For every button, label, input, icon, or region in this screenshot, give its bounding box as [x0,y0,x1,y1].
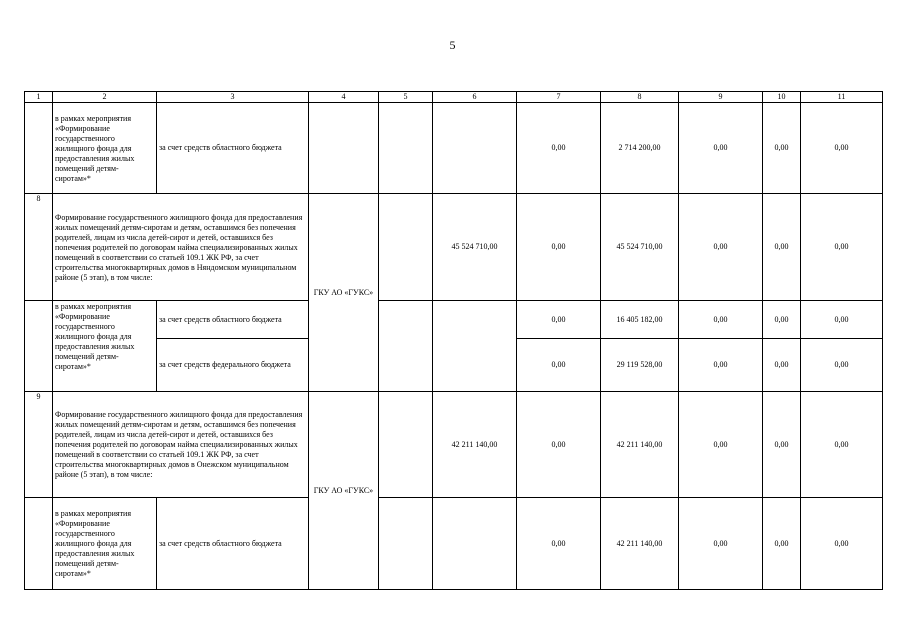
table-row [25,392,883,498]
value-cell: 0,00 [763,194,801,301]
row-number-cell [25,301,53,392]
value-cell: 42 211 140,00 [433,392,517,498]
value-cell: 0,00 [679,392,763,498]
value-cell: 0,00 [517,194,601,301]
value-cell: 45 524 710,00 [433,194,517,301]
value-cell: 0,00 [517,339,601,392]
funding-source: за счет средств областного бюджета [157,498,309,590]
row-number-cell [25,103,53,194]
value-cell: 0,00 [801,339,883,392]
table-row [25,498,883,590]
header-cell: 2 [53,92,157,103]
value-cell: 0,00 [763,301,801,339]
value-cell: 42 211 140,00 [601,392,679,498]
header-cell: 9 [679,92,763,103]
value-cell: 0,00 [801,498,883,590]
value-cell: 0,00 [679,194,763,301]
value-cell: 0,00 [763,339,801,392]
empty-cell [433,301,517,392]
funding-source: за счет средств областного бюджета [157,103,309,194]
value-cell: 0,00 [517,103,601,194]
empty-cell [379,194,433,301]
value-cell [433,103,517,194]
activity-description: в рамках мероприятия «Формирование государственного жилищного фонда для предоставления жилых помещений детям-сиротам»* [53,498,157,590]
empty-cell [379,301,433,392]
header-cell: 5 [379,92,433,103]
value-cell: 0,00 [801,301,883,339]
activity-description: в рамках мероприятия «Формирование государственного жилищного фонда для предоставления жилых помещений детям-сиротам»* [53,103,157,194]
row-number: 8 [25,194,53,301]
value-cell: 0,00 [679,103,763,194]
row-number: 9 [25,392,53,498]
activity-description: Формирование государственного жилищного фонда для предоставления жилых помещений детям-сиротам и детям, оставшимся без попечения родителей, лицам из числа детей-сирот и детей, оставшихся без попечения родителей по договорам найма специализированных жилых помещений в соответствии со статьей 109.1 ЖК РФ, за счет строительства многоквартирных домов в Онежском муниципальном районе (5 этап), в том числе: [53,392,309,498]
value-cell: 0,00 [679,301,763,339]
header-cell: 10 [763,92,801,103]
value-cell: 0,00 [801,392,883,498]
header-cell: 4 [309,92,379,103]
value-cell: 0,00 [679,498,763,590]
budget-table [24,91,883,590]
value-cell: 0,00 [763,498,801,590]
value-cell: 0,00 [517,392,601,498]
table-row [25,194,883,301]
value-cell: 0,00 [763,103,801,194]
value-cell: 45 524 710,00 [601,194,679,301]
value-cell: 0,00 [517,301,601,339]
activity-description: Формирование государственного жилищного фонда для предоставления жилых помещений детям-сиротам и детям, оставшимся без попечения родителей, лицам из числа детей-сирот и детей, оставшихся без попечения родителей по договорам найма специализированных жилых помещений в соответствии со статьей 109.1 ЖК РФ, за счет строительства многоквартирных домов в Няндомском муниципальном районе (5 этап), в том числе: [53,194,309,301]
empty-cell [433,498,517,590]
header-row [25,92,883,103]
value-cell: 0,00 [801,103,883,194]
value-cell: 0,00 [801,194,883,301]
empty-cell [379,498,433,590]
value-cell: 29 119 528,00 [601,339,679,392]
value-cell: 2 714 200,00 [601,103,679,194]
page-number: 5 [449,38,456,52]
empty-cell [379,392,433,498]
empty-cell [379,103,433,194]
value-cell: 42 211 140,00 [601,498,679,590]
table-row [25,301,883,339]
header-cell: 11 [801,92,883,103]
header-cell: 6 [433,92,517,103]
header-cell: 3 [157,92,309,103]
table-row [25,103,883,194]
executor-cell: ГКУ АО «ГУКС» [309,194,379,392]
value-cell: 0,00 [763,392,801,498]
value-cell: 16 405 182,00 [601,301,679,339]
row-number-cell [25,498,53,590]
executor-cell: ГКУ АО «ГУКС» [309,392,379,590]
executor-cell [309,103,379,194]
activity-description: в рамках мероприятия «Формирование государственного жилищного фонда для предоставления жилых помещений детям-сиротам»* [53,301,157,392]
funding-source: за счет средств федерального бюджета [157,339,309,392]
header-cell: 7 [517,92,601,103]
value-cell: 0,00 [517,498,601,590]
value-cell: 0,00 [679,339,763,392]
header-cell: 1 [25,92,53,103]
funding-source: за счет средств областного бюджета [157,301,309,339]
header-cell: 8 [601,92,679,103]
